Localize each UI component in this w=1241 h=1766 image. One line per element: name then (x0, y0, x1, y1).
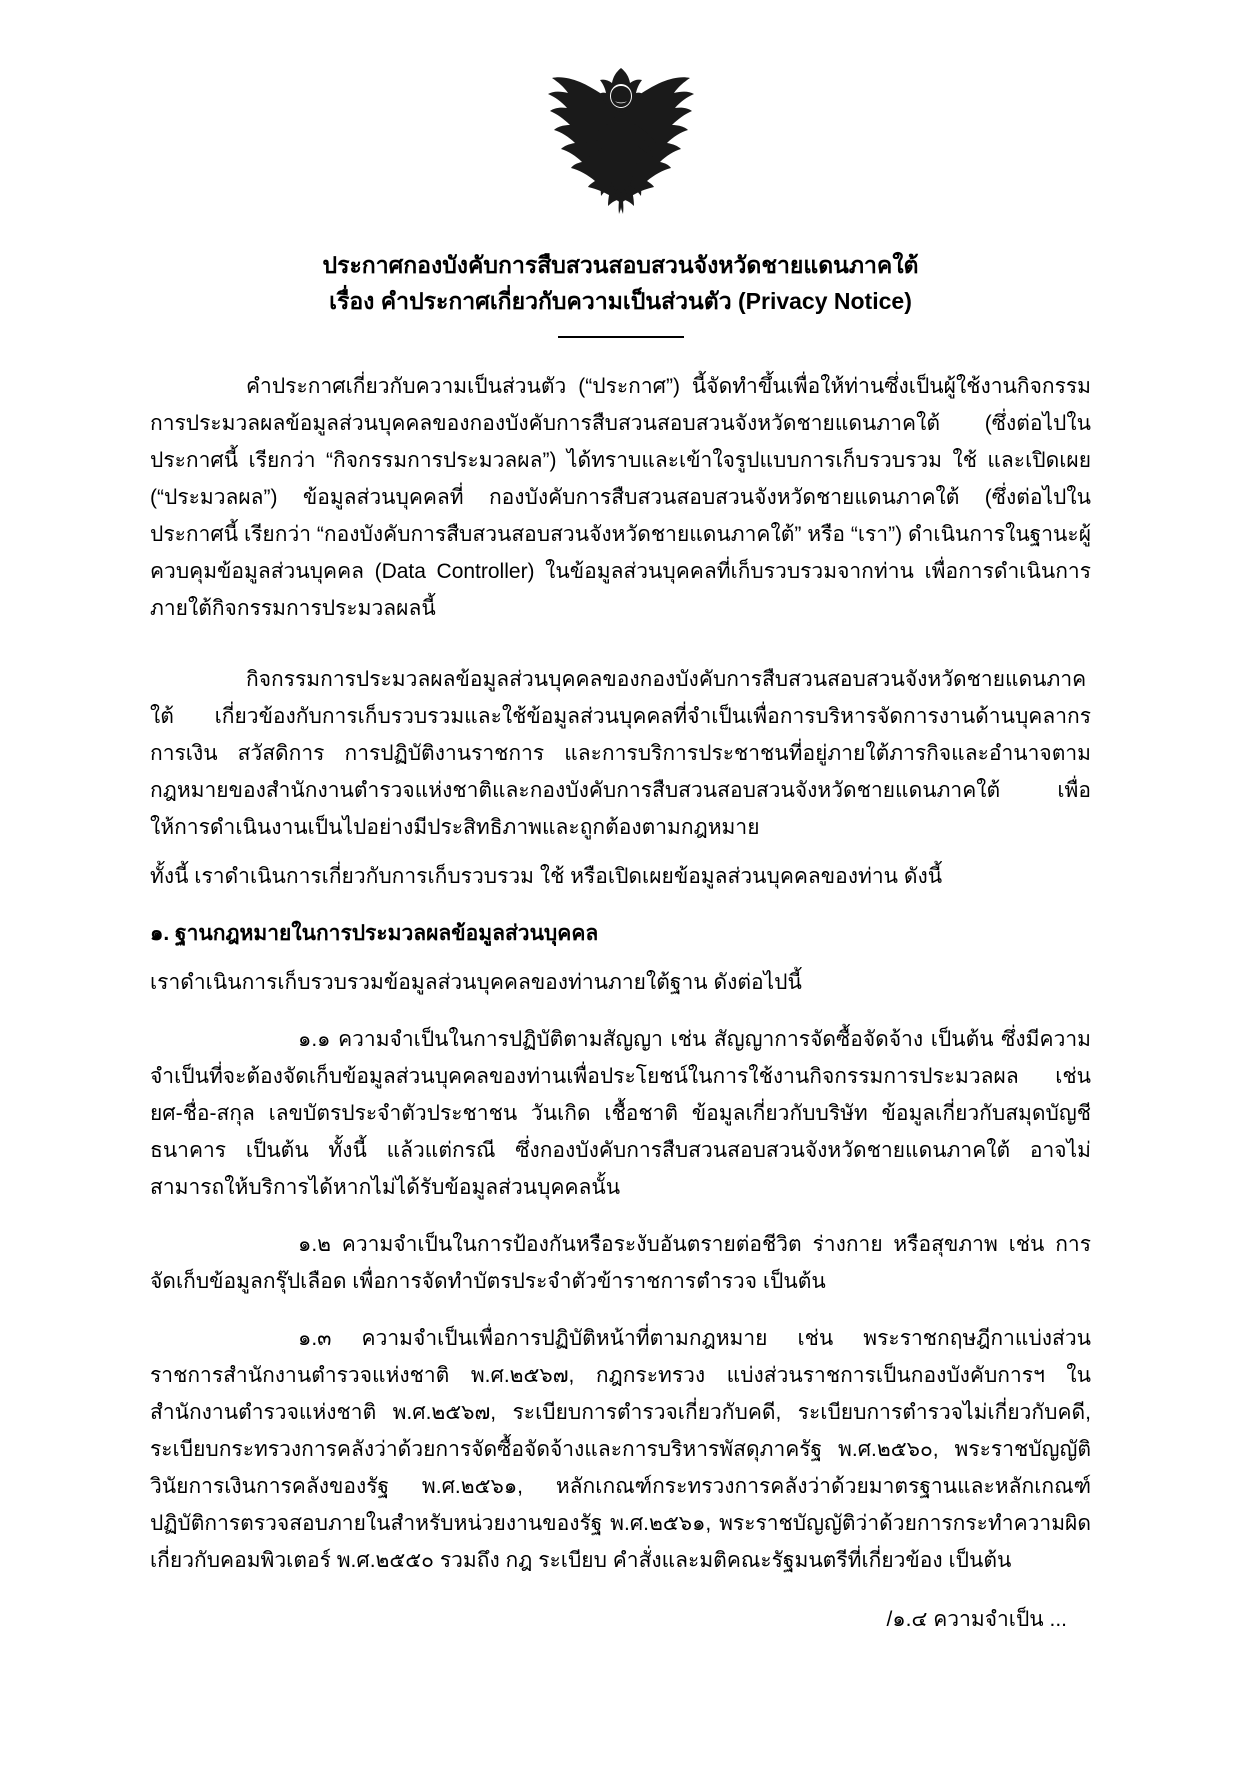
list-item-1-2: ๑.๒ ความจำเป็นในการป้องกันหรือระงับอันตรายต่อชีวิต ร่างกาย หรือสุขภาพ เช่น การจัดเก็บข้อมูลกรุ๊ปเลือด เพื่อการจัดทำบัตรประจำตัวข้าราชการตำรวจ เป็นต้น (150, 1233, 1091, 1293)
emblem-container (150, 0, 1091, 220)
section-intro-legal-basis: เราดำเนินการเก็บรวบรวมข้อมูลส่วนบุคคลของท่านภายใต้ฐาน ดังต่อไปนี้ (150, 971, 802, 994)
page-subtitle: เรื่อง คำประกาศเกี่ยวกับความเป็นส่วนตัว (Privacy Notice) (329, 288, 912, 314)
title-divider (558, 336, 684, 338)
paragraph-gap (150, 952, 1091, 964)
paragraph-scope: ทั้งนี้ เราดำเนินการเกี่ยวกับการเก็บรวบรวม ใช้ หรือเปิดเผยข้อมูลส่วนบุคคลของท่าน ดังนี้ (150, 865, 943, 888)
paragraph-gap (150, 895, 1091, 915)
list-item-1-3: ๑.๓ ความจำเป็นเพื่อการปฏิบัติหน้าที่ตามกฎหมาย เช่น พระราชกฤษฎีกาแบ่งส่วนราชการสำนักงานตำรวจแห่งชาติ พ.ศ.๒๕๖๗, กฎกระทรวง แบ่งส่วนราชการเป็นกองบังคับการฯ ในสำนักงานตำรวจแห่งชาติ พ.ศ.๒๕๖๗, ระเบียบการตำรวจเกี่ยวกับคดี, ระเบียบการตำรวจไม่เกี่ยวกับคดี, ระเบียบกระทรวงการคลังว่าด้วยการจัดซื้อจัดจ้างและการบริหารพัสดุภาครัฐ พ.ศ.๒๕๖๐, พระราชบัญญัติวินัยการเงินการคลังของรัฐ พ.ศ.๒๕๖๑, หลักเกณฑ์กระทรวงการคลังว่าด้วยมาตรฐานและหลักเกณฑ์ปฏิบัติการตรวจสอบภายในสำหรับหน่วยงานของรัฐ พ.ศ.๒๕๖๑, พระราชบัญญัติว่าด้วยการกระทำความผิดเกี่ยวกับคอมพิวเตอร์ พ.ศ.๒๕๕๐ รวมถึง กฎ ระเบียบ คำสั่งและมติคณะรัฐมนตรีที่เกี่ยวข้อง เป็นต้น (150, 1327, 1091, 1572)
garuda-emblem (546, 62, 696, 220)
paragraph-activities: กิจกรรมการประมวลผลข้อมูลส่วนบุคคลของกองบังคับการสืบสวนสอบสวนจังหวัดชายแดนภาคใต้ เกี่ยวข้องกับการเก็บรวบรวมและใช้ข้อมูลส่วนบุคคลที่จำเป็นเพื่อการบริหารจัดการงานด้านบุคลากร การเงิน สวัสดิการ การปฏิบัติงานราชการ และการบริการประชาชนที่อยู่ภายใต้ภารกิจและอำนาจตามกฎหมายของสำนักงานตำรวจแห่งชาติและกองบังคับการสืบสวนสอบสวนจังหวัดชายแดนภาคใต้ เพื่อให้การดำเนินงานเป็นไปอย่างมีประสิทธิภาพและถูกต้องตามกฎหมาย (150, 668, 1091, 839)
paragraph-gap (150, 627, 1091, 661)
page-title: ประกาศกองบังคับการสืบสวนสอบสวนจังหวัดชายแดนภาคใต้ (322, 252, 919, 278)
title-divider-container (150, 336, 1091, 338)
paragraph-gap (150, 1206, 1091, 1226)
document-body (150, 368, 1091, 1579)
title-block (150, 248, 1091, 318)
paragraph-intro: คำประกาศเกี่ยวกับความเป็นส่วนตัว (“ประกาศ”) นี้จัดทำขึ้นเพื่อให้ท่านซึ่งเป็นผู้ใช้งานกิจกรรมการประมวลผลข้อมูลส่วนบุคคลของกองบังคับการสืบสวนสอบสวนจังหวัดชายแดนภาคใต้ (ซึ่งต่อไปในประกาศนี้ เรียกว่า “กิจกรรมการประมวลผล”) ได้ทราบและเข้าใจรูปแบบการเก็บรวบรวม ใช้ และเปิดเผย (“ประมวลผล”) ข้อมูลส่วนบุคคลที่ กองบังคับการสืบสวนสอบสวนจังหวัดชายแดนภาคใต้ (ซึ่งต่อไปในประกาศนี้ เรียกว่า “กองบังคับการสืบสวนสอบสวนจังหวัดชายแดนภาคใต้” หรือ “เรา”) ดำเนินการในฐานะผู้ควบคุมข้อมูลส่วนบุคคล (Data Controller) ในข้อมูลส่วนบุคคลที่เก็บรวบรวมจากท่าน เพื่อการดำเนินการภายใต้กิจกรรมการประมวลผลนี้ (150, 375, 1091, 620)
paragraph-gap (150, 846, 1091, 858)
section-heading-legal-basis: ๑. ฐานกฎหมายในการประมวลผลข้อมูลส่วนบุคคล (150, 922, 599, 945)
list-item-1-1: ๑.๑ ความจำเป็นในการปฏิบัติตามสัญญา เช่น สัญญาการจัดซื้อจัดจ้าง เป็นต้น ซึ่งมีความจำเป็นที่จะต้องจัดเก็บข้อมูลส่วนบุคคลของท่านเพื่อประโยชน์ในการใช้งานกิจกรรมการประมวลผล เช่น ยศ-ชื่อ-สกุล เลขบัตรประจำตัวประชาชน วันเกิด เชื้อชาติ ข้อมูลเกี่ยวกับบริษัท ข้อมูลเกี่ยวกับสมุดบัญชีธนาคาร เป็นต้น ทั้งนี้ แล้วแต่กรณี ซึ่งกองบังคับการสืบสวนสอบสวนจังหวัดชายแดนภาคใต้ อาจไม่สามารถให้บริการได้หากไม่ได้รับข้อมูลส่วนบุคคลนั้น (150, 1028, 1091, 1199)
continuation-marker: /๑.๔ ความจำเป็น ... (886, 1608, 1067, 1631)
paragraph-gap (150, 1300, 1091, 1320)
paragraph-gap (150, 1001, 1091, 1021)
